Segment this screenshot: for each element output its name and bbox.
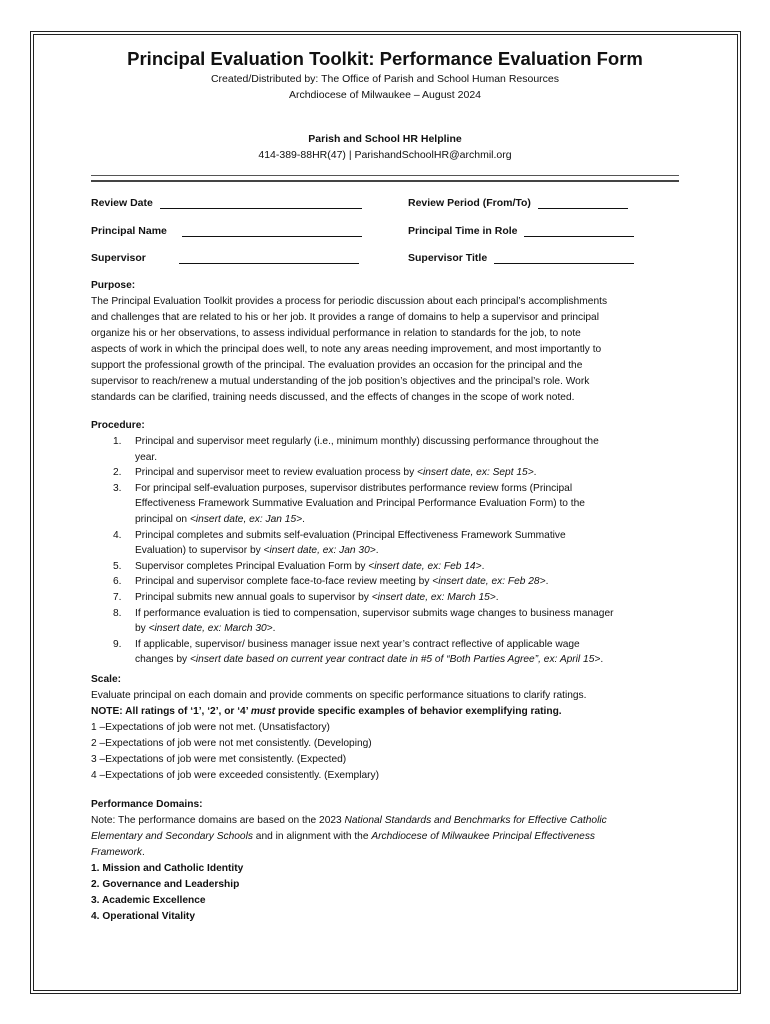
item-number: 9. bbox=[113, 638, 122, 650]
domains-note-italic: National Standards and Benchmarks for Effective Catholic bbox=[344, 815, 607, 826]
item-tail: . bbox=[302, 513, 305, 525]
list-item bbox=[91, 481, 683, 528]
principal-time-field[interactable] bbox=[408, 225, 634, 237]
list-item bbox=[91, 590, 683, 606]
principal-time-label: Principal Time in Role bbox=[408, 225, 518, 237]
review-date-line[interactable] bbox=[160, 197, 362, 209]
item-date: <insert date, ex: Feb 28> bbox=[432, 576, 546, 588]
item-text: principal on bbox=[135, 513, 190, 525]
list-item bbox=[91, 559, 683, 575]
supervisor-title-field[interactable] bbox=[408, 252, 634, 264]
domains-note-italic: Elementary and Secondary Schools bbox=[91, 831, 253, 842]
principal-name-field[interactable] bbox=[91, 225, 362, 237]
scale-note-emphasis: must bbox=[250, 706, 276, 717]
created-by: Created/Distributed by: The Office of Parish and School Human Resources bbox=[210, 73, 560, 85]
item-date: <insert date, ex: March 30> bbox=[148, 623, 273, 635]
item-tail: . bbox=[533, 467, 537, 479]
principal-name-line[interactable] bbox=[182, 225, 362, 237]
purpose-line: aspects of work in which the principal does well, to note any areas needing improvement, and most importantly to bbox=[91, 344, 602, 355]
item-text: Principal and supervisor meet to review evaluation process by bbox=[135, 467, 417, 479]
review-period-field[interactable] bbox=[408, 197, 628, 209]
item-text: Effectiveness Framework Summative Evaluation and Principal Performance Evaluation Form) to the bbox=[135, 498, 585, 510]
supervisor-title-label: Supervisor Title bbox=[408, 252, 488, 264]
item-number: 7. bbox=[113, 591, 122, 603]
domains-note-text: and in alignment with the bbox=[252, 831, 372, 842]
purpose-line: organize his or her observations, to assess individual performance in relation to standards for the job, to note bbox=[91, 328, 581, 339]
domain-item: 4. Operational Vitality bbox=[91, 911, 195, 922]
item-text: Supervisor completes Principal Evaluation Form by bbox=[135, 560, 369, 572]
review-date-label: Review Date bbox=[91, 197, 153, 209]
item-text: If applicable, supervisor/ business manager issue next year’s contract reflective of applicable wage bbox=[135, 638, 580, 650]
item-text: Principal and supervisor complete face-to-face review meeting by bbox=[135, 576, 433, 588]
purpose-line: The Principal Evaluation Toolkit provides a process for periodic discussion about each principal’s accomplishments bbox=[91, 296, 608, 307]
purpose-line: and challenges that are related to his or her job. It provides a range of domains to help a supervisor and principal bbox=[91, 312, 599, 323]
purpose-line: support the professional growth of the principal. The evaluation provides an occasion for the principal and the bbox=[91, 360, 583, 371]
domains-note-text: Note: The performance domains are based on the 2023 bbox=[91, 815, 345, 826]
domains-section bbox=[91, 797, 683, 925]
item-text: Principal completes and submits self-evaluation (Principal Effectiveness Framework Summative bbox=[135, 529, 566, 541]
helpline-contact: 414-389-88HR(47) | ParishandSchoolHR@archmil.org bbox=[258, 149, 512, 161]
item-number: 4. bbox=[113, 529, 122, 541]
domains-heading: Performance Domains: bbox=[91, 799, 203, 810]
item-date: <insert date, ex: Sept 15> bbox=[417, 467, 534, 479]
item-text: Principal submits new annual goals to supervisor by bbox=[135, 591, 372, 603]
item-date: <insert date based on current year contract date in #5 of “Both Parties Agree”, ex: April 15> bbox=[189, 654, 601, 666]
review-period-line[interactable] bbox=[538, 197, 628, 209]
principal-time-line[interactable] bbox=[524, 225, 634, 237]
item-number: 5. bbox=[113, 560, 122, 572]
list-item bbox=[91, 528, 683, 559]
item-date: <insert date, ex: Jan 15> bbox=[189, 513, 303, 525]
item-text: If performance evaluation is tied to compensation, supervisor submits wage changes to business manager bbox=[135, 607, 614, 619]
supervisor-title-line[interactable] bbox=[494, 252, 634, 264]
archdiocese-date: Archdiocese of Milwaukee – August 2024 bbox=[288, 89, 482, 101]
list-item bbox=[91, 574, 683, 590]
item-date: <insert date, ex: Feb 14> bbox=[368, 560, 482, 572]
item-tail: . bbox=[272, 623, 276, 635]
scale-level: 4 –Expectations of job were exceeded consistently. (Exemplary) bbox=[91, 770, 380, 781]
purpose-line: standards can be clarified, training needs discussed, and the effects of changes in the scope of work noted. bbox=[91, 392, 575, 403]
scale-note-text: NOTE: All ratings of ‘1’, ‘2’, or ‘4’ bbox=[91, 706, 251, 717]
item-tail: . bbox=[495, 591, 499, 603]
item-date: <insert date, ex: March 15> bbox=[371, 591, 496, 603]
item-number: 2. bbox=[113, 467, 122, 479]
divider-thin bbox=[91, 175, 679, 176]
domain-item: 2. Governance and Leadership bbox=[91, 879, 240, 890]
scale-section bbox=[91, 672, 683, 784]
supervisor-line[interactable] bbox=[179, 252, 359, 264]
item-text: by bbox=[135, 623, 149, 635]
item-text: Principal and supervisor meet regularly (i.e., minimum monthly) discussing performance throughout the bbox=[135, 436, 599, 447]
purpose-line: supervisor to reach/renew a mutual understanding of the job position’s objectives and the principal’s role. Work bbox=[91, 376, 590, 387]
domain-item: 1. Mission and Catholic Identity bbox=[91, 863, 244, 874]
domains-note bbox=[91, 813, 683, 829]
procedure-heading: Procedure: bbox=[91, 420, 145, 431]
domains-note-text: . bbox=[141, 847, 145, 858]
list-item bbox=[91, 637, 683, 668]
item-text: changes by bbox=[135, 654, 190, 666]
supervisor-field[interactable] bbox=[91, 252, 359, 264]
scale-note bbox=[91, 704, 683, 720]
list-item bbox=[91, 606, 683, 637]
page-title: Principal Evaluation Toolkit: Performance Evaluation Form bbox=[127, 48, 643, 69]
scale-level: 3 –Expectations of job were met consistently. (Expected) bbox=[91, 754, 347, 765]
list-item bbox=[91, 465, 683, 481]
item-number: 1. bbox=[113, 436, 122, 447]
scale-intro: Evaluate principal on each domain and provide comments on specific performance situations to clarify ratings. bbox=[91, 690, 587, 701]
domain-item: 3. Academic Excellence bbox=[91, 895, 206, 906]
domains-note bbox=[91, 829, 683, 845]
scale-level: 1 –Expectations of job were not met. (Unsatisfactory) bbox=[91, 722, 330, 733]
scale-level: 2 –Expectations of job were not met consistently. (Developing) bbox=[91, 738, 372, 749]
review-date-field[interactable] bbox=[91, 197, 362, 209]
scale-heading: Scale: bbox=[91, 674, 122, 685]
item-text: For principal self-evaluation purposes, supervisor distributes performance review forms (Principal bbox=[135, 482, 573, 494]
item-number: 8. bbox=[113, 607, 122, 619]
helpline-title: Parish and School HR Helpline bbox=[308, 133, 462, 145]
purpose-heading: Purpose: bbox=[91, 280, 136, 291]
principal-name-label: Principal Name bbox=[91, 225, 167, 237]
item-text: Evaluation) to supervisor by bbox=[135, 545, 264, 557]
scale-note-text: provide specific examples of behavior exemplifying rating. bbox=[275, 706, 562, 717]
supervisor-label: Supervisor bbox=[91, 252, 146, 264]
purpose-section bbox=[91, 278, 683, 406]
domains-note-italic: Archdiocese of Milwaukee Principal Effectiveness bbox=[371, 831, 596, 842]
item-text: year. bbox=[135, 451, 158, 463]
item-number: 3. bbox=[113, 482, 122, 494]
item-number: 6. bbox=[113, 576, 122, 588]
domains-note-italic: Framework bbox=[91, 847, 142, 858]
procedure-list bbox=[91, 434, 683, 668]
item-tail: . bbox=[375, 545, 379, 557]
list-item bbox=[91, 434, 683, 465]
review-period-label: Review Period (From/To) bbox=[408, 197, 531, 209]
divider-thick bbox=[91, 180, 679, 182]
domains-note bbox=[91, 845, 683, 861]
item-tail: . bbox=[481, 560, 485, 572]
item-tail: . bbox=[600, 654, 604, 666]
item-date: <insert date, ex: Jan 30> bbox=[263, 545, 376, 557]
item-tail: . bbox=[545, 576, 549, 588]
